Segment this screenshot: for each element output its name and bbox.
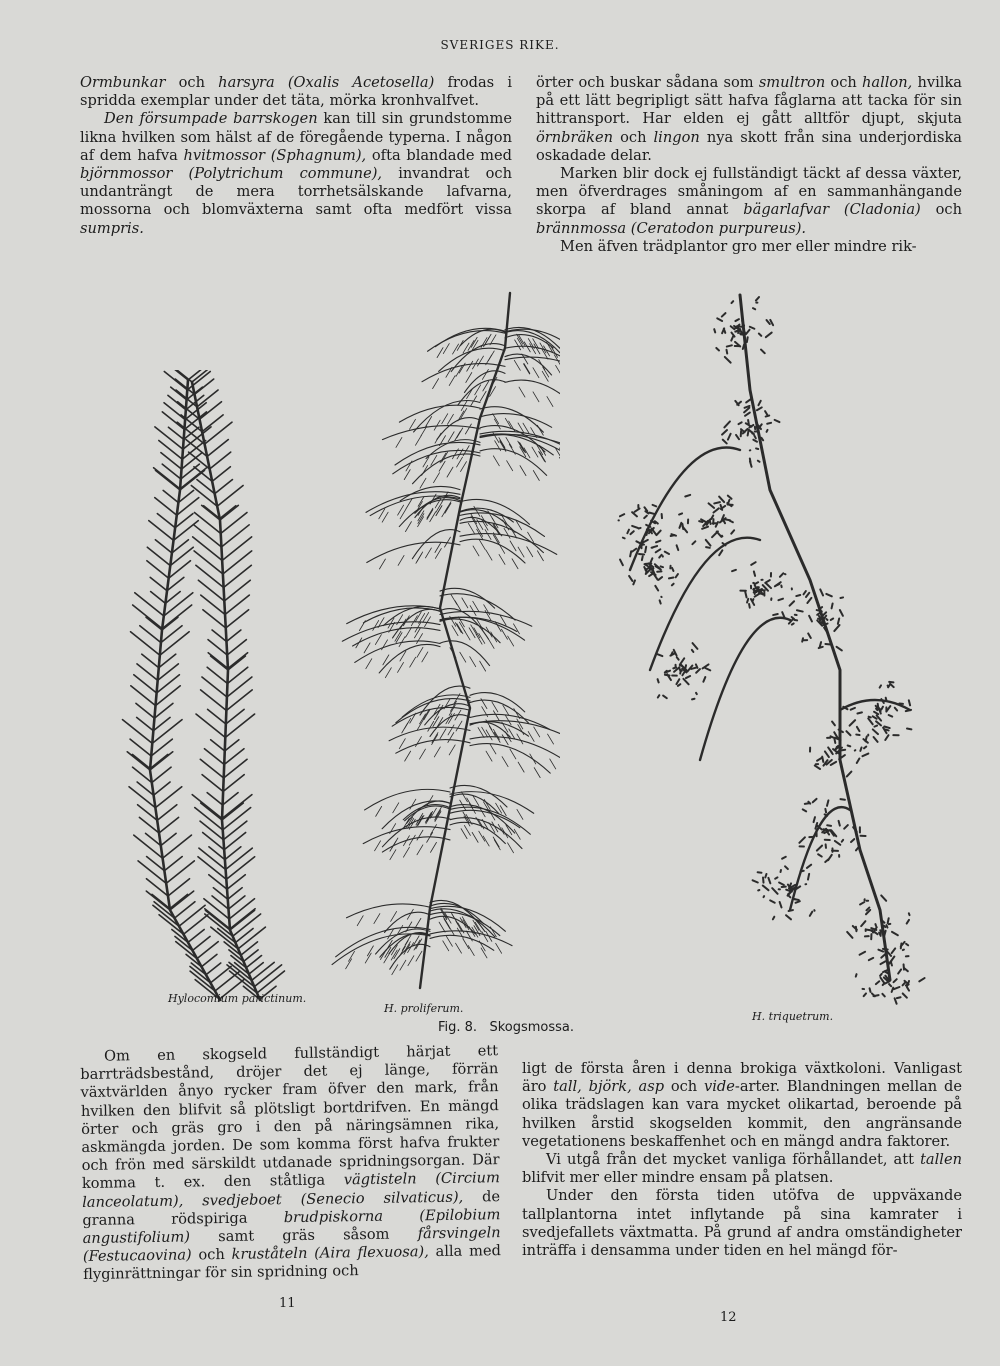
column-bottom-right <box>522 1060 962 1260</box>
paragraph: Ormbunkar och harsyra (Oxalis Acetosella) frodas i spridda exemplar under det täta, mörka kronhvalfvet. <box>80 74 512 110</box>
paragraph: Den försumpade barrskogen kan till sin grundstomme likna hvilken som hälst af de föregående typerna. I någon af dem hafva hvitmossor (Sphagnum), ofta blandade med björnmossor (Polytrichum commune), invandrat och undanträngt de mera torrhetsälskande lafvarna, mossorna och blomväxterna samt ofta medfört vissa sumpris. <box>80 110 513 237</box>
figure-label-left: Hylocomium parictinum. <box>168 992 307 1005</box>
column-top-left <box>80 74 512 238</box>
page-number-right: 12 <box>720 1310 737 1325</box>
figure-label-middle: H. proliferum. <box>384 1002 464 1015</box>
paragraph: Under den första tiden utöfva de uppväxande tallplantorna intet inflytande på sina kamrater i svedjefallets växtmatta. På grund af andra omständigheter inträffa i densamma under tiden en hel mängd för- <box>522 1187 962 1260</box>
paragraph: Men äfven trädplantor gro mer eller mindre rik- <box>560 237 917 255</box>
page-number-left: 11 <box>279 1296 296 1311</box>
paragraph: örter och buskar sådana som smultron och hallon, hvilka på ett lätt begripligt sätt hafva fåglarna att tacka för sin hittransport. Har elden ej gått alltför djupt, skjuta örnbräken och lingon nya skott från sina underjordiska oskadade delar. <box>536 74 963 164</box>
paragraph: ligt de första åren i denna brokiga växtkoloni. Vanligast äro tall, björk, asp och vide-arter. Blandningen mellan de olika trädslagen kan vara mycket olikartad, beroende på hvilken årstid skogselden kommit, den angränsande vegetationens beskaffenhet och en mängd andra faktorer. <box>522 1060 962 1150</box>
column-top-right <box>536 74 962 256</box>
figure-caption: Fig. 8. Skogsmossa. <box>438 1020 575 1035</box>
moss-specimen-left <box>110 370 310 1010</box>
running-head: SVERIGES RIKE. <box>440 38 560 52</box>
paragraph: Vi utgå från det mycket vanliga förhållandet, att tallen blifvit mer eller mindre ensam på platsen. <box>522 1151 962 1187</box>
figure-label-right: H. triquetrum. <box>752 1010 834 1023</box>
moss-specimen-middle <box>320 288 560 1008</box>
moss-specimen-right <box>590 290 950 1010</box>
paragraph: Marken blir dock ej fullständigt täckt af dessa växter, men öfverdrages småningom af en sammanhängande skorpa af bland annat bägarlafvar (Cladonia) och brännmossa (Ceratodon purpureus). <box>536 165 962 237</box>
paragraph: Om en skogseld fullständigt härjat ett barrträdsbestånd, dröjer det ej länge, förrän växtvärlden ånyo rycker fram öfver den mark, från hvilken den blifvit så plötsligt bortdrifven. En mängd örter och gräs gro i den på näringsämnen rika, askmängda jorden. De som komma först hafva frukter och frön med särskildt utdanade spridningsorgan. Där komma t. ex. den ståtliga vägtisteln (Circium lanceolatum), svedjeboet (Senecio silvaticus), de granna rödspiriga brudpiskorna (Epilobium angustifolium) samt gräs såsom fårsvingeln (Festucaovina) och kruståteln (Aira flexuosa), alla med flyginrättningar för sin spridning och <box>80 1042 501 1284</box>
column-bottom-left <box>80 1042 501 1284</box>
